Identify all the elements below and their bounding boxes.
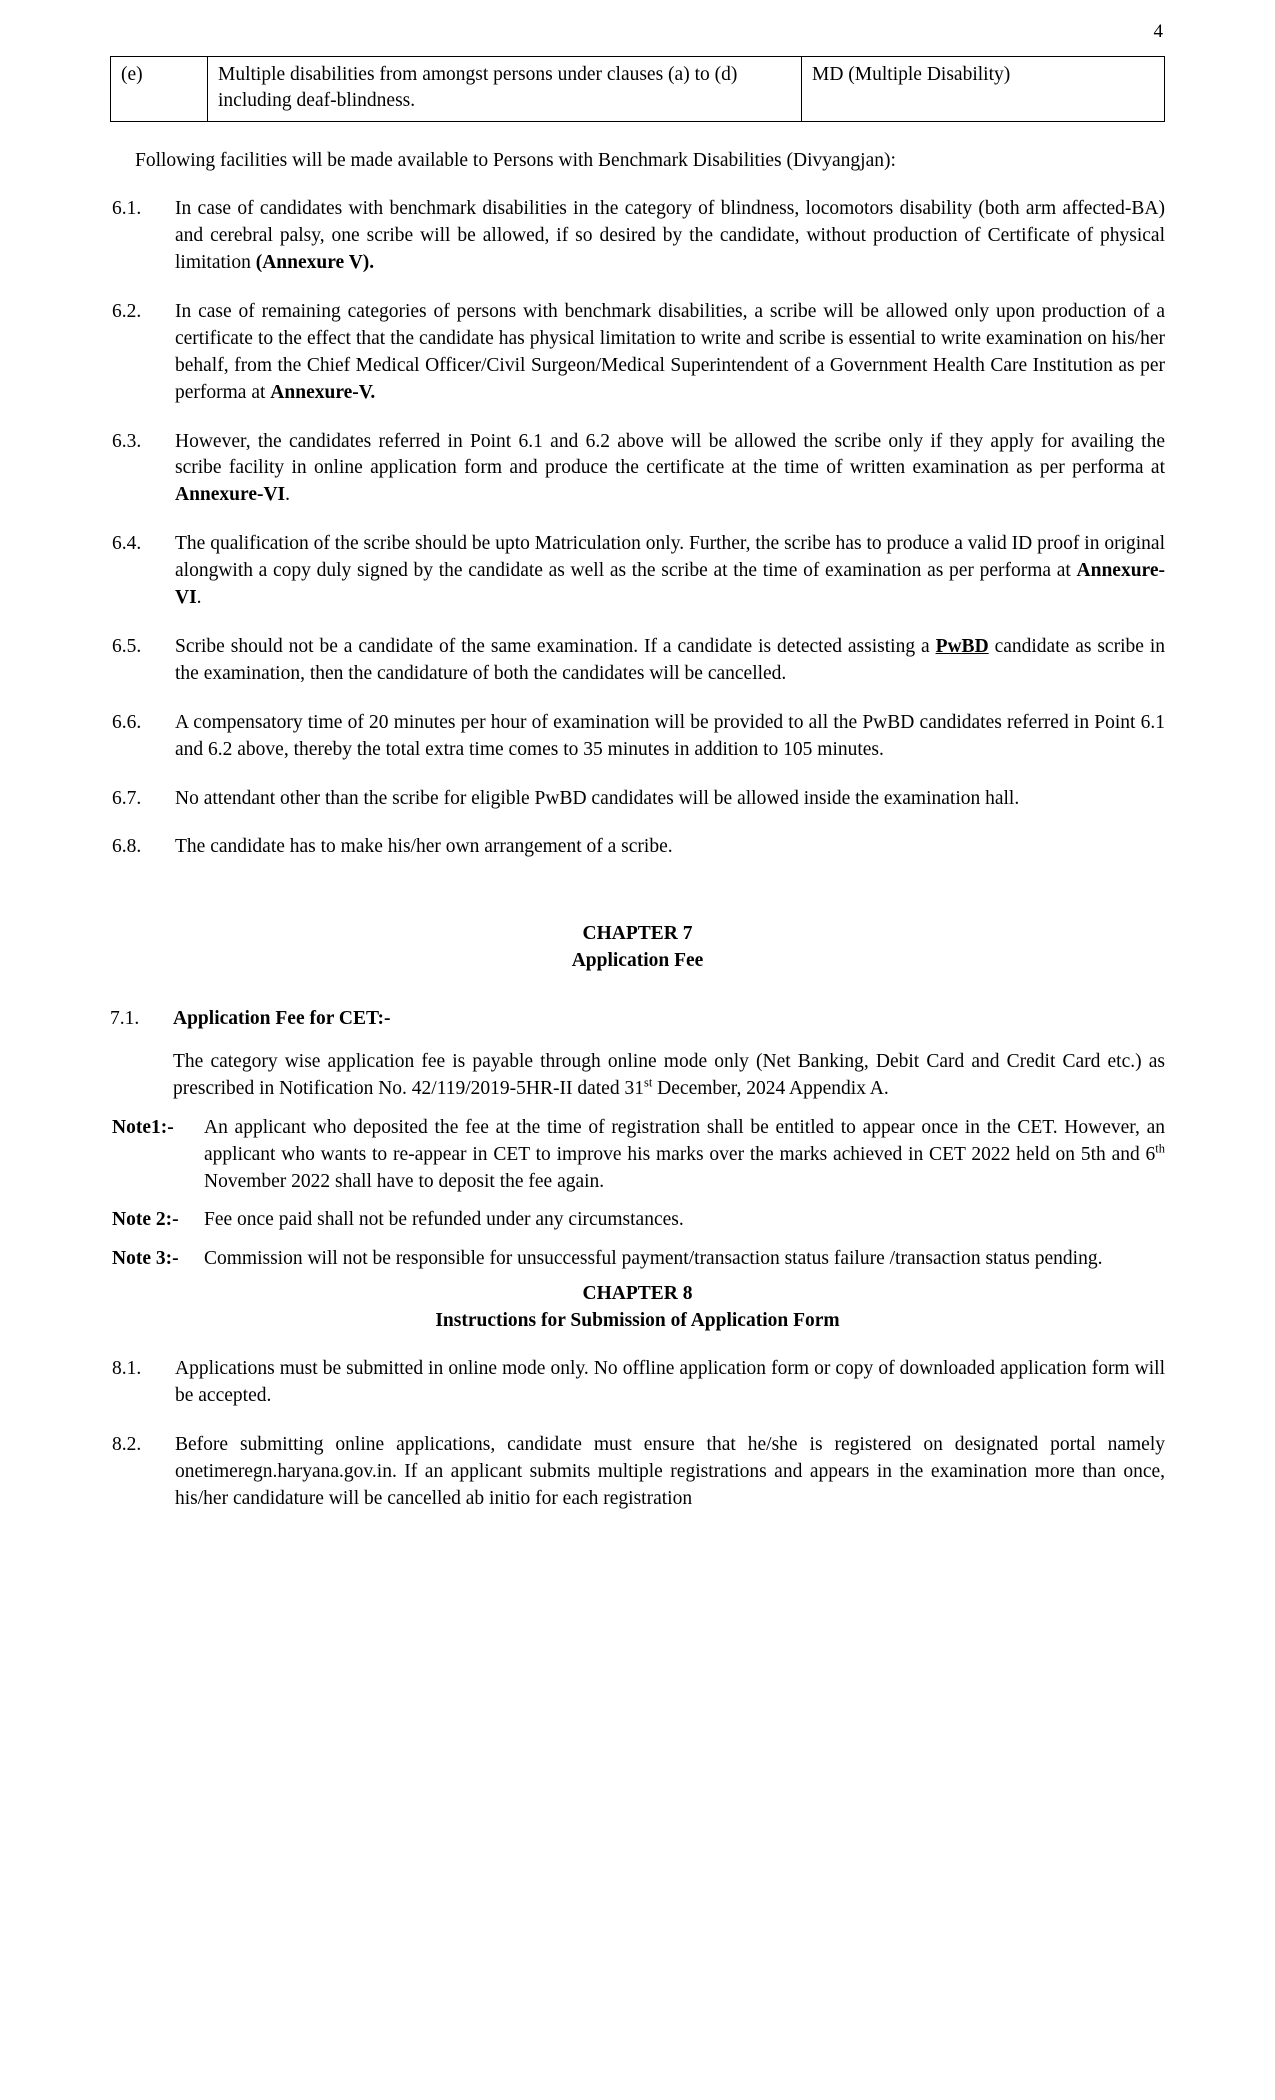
note-label: Note1:- [112, 1116, 174, 1138]
clause-text-main: Scribe should not be a candidate of the same examination. If a candidate is detected assisting a [175, 635, 936, 657]
note-text-main: An applicant who deposited the fee at the time of registration shall be entitled to appear once in the CET. However, an applicant who wants to re-appear in CET to improve his marks over the marks achieved in CET 2022 held on 5th and 6 [204, 1116, 1165, 1165]
clause-number: 6.8. [112, 836, 142, 858]
note-3 [110, 1246, 1165, 1273]
clause-text-tail: candidate as scribe in the examination, then the candidature of both the candidates will be cancelled. [175, 635, 1165, 684]
clause-text [175, 299, 1165, 407]
clause-number: 6.7. [112, 787, 142, 809]
clause-number: 6.2. [112, 300, 142, 322]
clause-text [175, 531, 1165, 612]
table-cell-code: MD (Multiple Disability) [802, 57, 1165, 122]
chapter-8-subtitle: Instructions for Submission of Application Form [435, 1309, 840, 1331]
ordinal-suffix: th [1155, 1141, 1165, 1156]
clause-text-tail: . [196, 587, 202, 609]
clause-text: The candidate has to make his/her own arrangement of a scribe. [175, 836, 673, 858]
clause-6-4 [110, 531, 1165, 612]
clause-6-3 [110, 429, 1165, 510]
note-text-tail: November 2022 shall have to deposit the fee again. [204, 1170, 605, 1192]
clause-text [175, 196, 1165, 277]
note-text: Commission will not be responsible for unsuccessful payment/transaction status failure /transaction status pending. [204, 1248, 1103, 1270]
paragraph-text-tail: December, 2024 Appendix A. [652, 1077, 889, 1099]
chapter-7-heading [110, 921, 1165, 974]
section-label: Application Fee for CET:- [173, 1008, 391, 1029]
clause-number: 6.5. [112, 635, 142, 657]
section-7-1-paragraph [173, 1049, 1165, 1103]
chapter-8-heading [110, 1281, 1165, 1334]
clause-text-bold: Annexure-VI [175, 560, 1165, 609]
clause-text-main: The qualification of the scribe should be upto Matriculation only. Further, the scribe has to produce a valid ID proof in original alongwith a copy duly signed by the candidate as well as the scribe at the time of examination as per performa at [175, 533, 1165, 582]
clause-number: 6.4. [112, 533, 142, 555]
note-2 [110, 1207, 1165, 1234]
section-7-1 [110, 1006, 1165, 1033]
clause-8-1 [110, 1356, 1165, 1410]
disability-category-table [110, 56, 1165, 122]
clause-text: No attendant other than the scribe for eligible PwBD candidates will be allowed inside the examination hall. [175, 787, 1020, 809]
clause-text-bold: Annexure-V. [270, 381, 376, 403]
clause-number: 6.6. [112, 711, 142, 733]
note-label: Note 3:- [112, 1248, 179, 1270]
table-row [111, 57, 1165, 122]
clause-number: 6.3. [112, 430, 142, 452]
clause-6-7 [110, 786, 1165, 813]
clause-text-bold: Annexure-VI [175, 484, 286, 506]
clause-text: A compensatory time of 20 minutes per hour of examination will be provided to all the PwBD candidates referred in Point 6.1 and 6.2 above, thereby the total extra time comes to 35 minutes in addition to 105 minutes. [175, 711, 1165, 760]
clause-text-main: In case of remaining categories of persons with benchmark disabilities, a scribe will be allowed only upon production of a certificate to the effect that the candidate has physical limitation to write and scribe is essential to write examination on his/her behalf, from the Chief Medical Officer/Civil Surgeon/Medical Superintendent of a Government Health Care Institution as per performa at [175, 300, 1165, 403]
ordinal-suffix: st [643, 1075, 653, 1090]
clause-6-5 [110, 634, 1165, 688]
section-number: 7.1. [110, 1008, 140, 1029]
note-text: Fee once paid shall not be refunded under any circumstances. [204, 1209, 684, 1231]
clause-8-2 [110, 1432, 1165, 1513]
paragraph-text-main: The category wise application fee is payable through online mode only (Net Banking, Debit Card and Credit Card etc.) as prescribed in Notification No. 42/119/2019-5HR-II dated 31 [173, 1050, 1165, 1099]
clause-6-8 [110, 834, 1165, 861]
clause-text [175, 429, 1165, 510]
clause-number: 6.1. [112, 198, 142, 220]
clause-text-main: In case of candidates with benchmark disabilities in the category of blindness, locomotors disability (both arm affected-BA) and cerebral palsy, one scribe will be allowed, if so desired by the candidate, without production of Certificate of physical limitation [175, 198, 1165, 273]
chapter-8-title: CHAPTER 8 [582, 1283, 693, 1305]
clause-6-1 [110, 196, 1165, 277]
clause-text [175, 634, 1165, 688]
clause-text: Applications must be submitted in online mode only. No offline application form or copy of downloaded application form will be accepted. [175, 1357, 1165, 1406]
table-cell-description: Multiple disabilities from amongst persons under clauses (a) to (d) including deaf-blindness. [208, 57, 802, 122]
note-1 [110, 1115, 1165, 1196]
note-label: Note 2:- [112, 1209, 179, 1231]
clause-text-underline-bold: PwBD [935, 635, 989, 657]
note-text [204, 1115, 1165, 1196]
clause-text-tail: . [285, 484, 291, 506]
clause-text-bold: (Annexure V). [255, 251, 375, 273]
table-cell-label: (e) [111, 57, 208, 122]
clause-number: 8.2. [112, 1433, 142, 1455]
clause-6-6 [110, 710, 1165, 764]
clause-text: Before submitting online applications, candidate must ensure that he/she is registered on designated portal namely onetimeregn.haryana.gov.in. If an applicant submits multiple registrations and appears in the examination more than once, his/her candidature will be cancelled ab initio for each registration [175, 1433, 1165, 1509]
page-number: 4 [1153, 21, 1163, 42]
chapter-7-title: CHAPTER 7 [582, 923, 693, 945]
chapter-7-subtitle: Application Fee [571, 949, 704, 971]
clause-6-2 [110, 299, 1165, 407]
clause-number: 8.1. [112, 1357, 142, 1379]
clause-text-main: However, the candidates referred in Point 6.1 and 6.2 above will be allowed the scribe only if they apply for availing the scribe facility in online application form and produce the certificate at the time of written examination as per performa at [175, 430, 1165, 479]
intro-paragraph: Following facilities will be made available to Persons with Benchmark Disabilities (Divyangjan): [135, 149, 896, 171]
